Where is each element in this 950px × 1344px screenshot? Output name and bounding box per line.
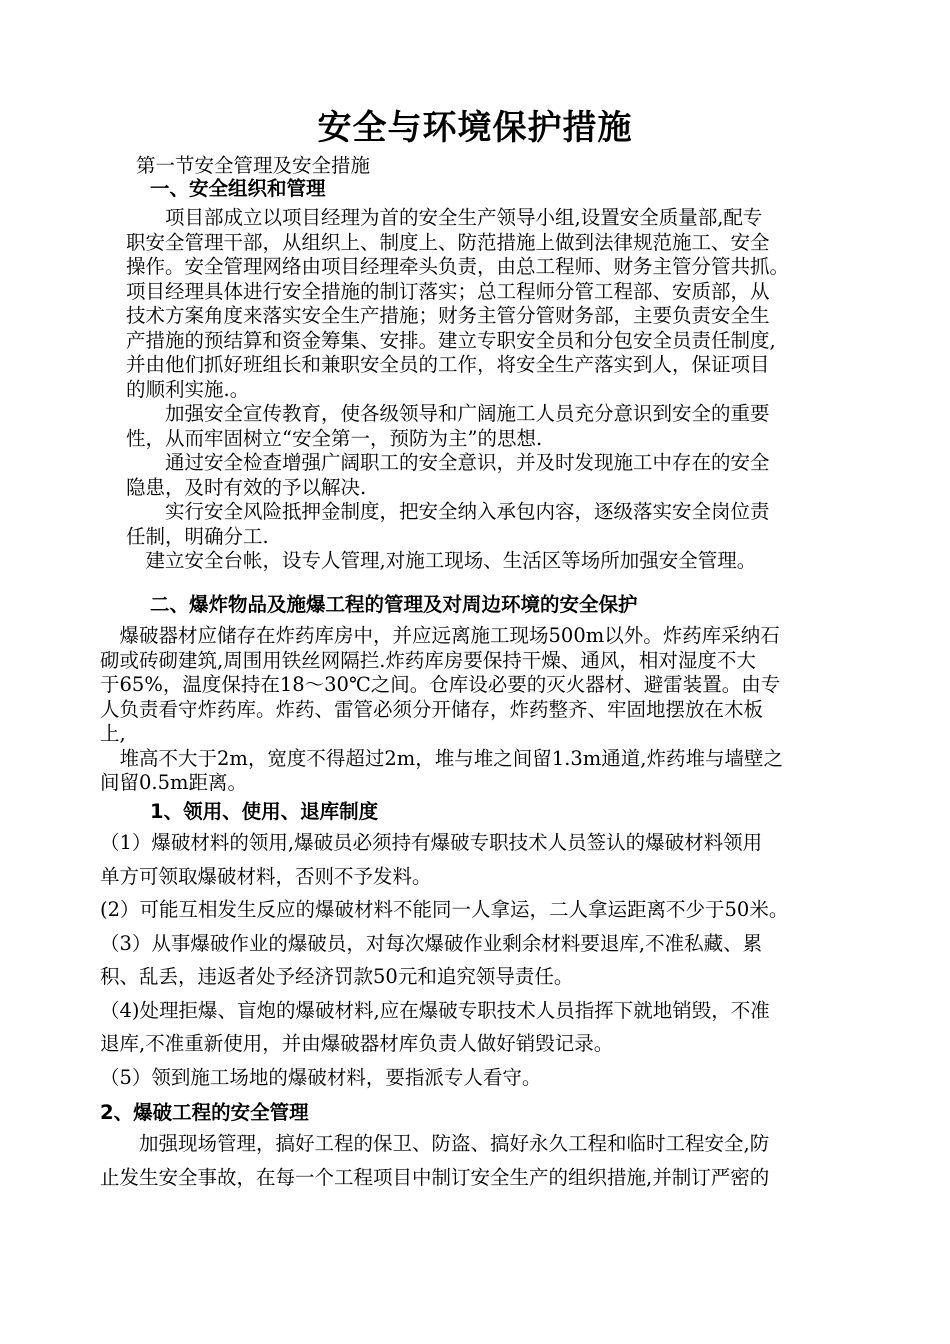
paragraph-explosives-storage (100, 624, 783, 796)
section-title: 第一节安全管理及安全措施 (136, 154, 371, 177)
heading-explosives-management: 二、爆炸物品及施爆工程的管理及对周边环境的安全保护 (150, 593, 638, 616)
heading-safety-organization: 一、安全组织和管理 (150, 177, 326, 200)
text-line: 上, (100, 722, 126, 745)
text-line: 项目部成立以项目经理为首的安全生产领导小组,设置安全质量部,配专 (126, 206, 763, 229)
text-line: 的顺利实施.。 (126, 377, 250, 401)
text-line: 砌或砖砌建筑,周围用铁丝网隔拦.炸药库房要保持干燥、通风，相对湿度不大 (100, 648, 756, 672)
text-line: 加强安全宣传教育，使各级领导和广阔施工人员充分意识到安全的重要 (126, 402, 770, 425)
document-title: 安全与环境保护措施 (317, 108, 633, 148)
text-line: 建立安全台帐，设专人管理,对施工现场、生活区等场所加强安全管理。 (126, 549, 757, 572)
text-line: 间留0.5m距离。 (100, 771, 248, 794)
heading-use-return-system: 1、领用、使用、退库制度 (150, 800, 379, 823)
paragraph-blasting-safety (100, 1127, 769, 1194)
text-line: 并由他们抓好班组长和兼职安全员的工作，将安全生产落实到人，保证项目 (126, 353, 770, 376)
text-line: 积、乱丢，违返者处予经济罚款50元和追究领导责任。 (100, 965, 574, 988)
text-line: （1）爆破材料的领用,爆破员必须持有爆破专职技术人员签认的爆破材料领用 (100, 831, 763, 854)
text-line: （5）领到施工场地的爆破材料，要指派专人看守。 (100, 1065, 542, 1089)
text-line: 操作。安全管理网络由项目经理牵头负责，由总工程师、财务主管分管共抓。 (126, 255, 790, 278)
text-line: 实行安全风险抵押金制度，把安全纳入承包内容，逐级落实安全岗位责 (126, 500, 770, 523)
text-line: （3）从事爆破作业的爆破员，对每次爆破作业剩余材料要退库,不准私藏、累 (100, 931, 763, 955)
list-use-return-rules (100, 826, 788, 1094)
text-line: （4)处理拒爆、盲炮的爆破材料,应在爆破专职技术人员指挥下就地销毁，不准 (100, 998, 770, 1022)
text-line: 于65%，温度保持在18～30℃之间。仓库设必要的灭火器材、避雷装置。由专 (100, 673, 781, 696)
text-line: 加强现场管理，搞好工程的保卫、防盗、搞好永久工程和临时工程安全,防 (100, 1132, 770, 1155)
text-line: 通过安全检查增强广阔职工的安全意识，并及时发现施工中存在的安全 (126, 451, 770, 474)
text-line: 产措施的预结算和资金筹集、安排。建立专职安全员和分包安全员责任制度, (126, 328, 776, 352)
text-line: 项目经理具体进行安全措施的制订落实；总工程师分管工程部、安质部，从 (126, 279, 770, 303)
paragraph-safety-organization (126, 206, 789, 574)
text-line: 止发生安全事故，在每一个工程项目中制订安全生产的组织措施,并制订严密的 (100, 1165, 770, 1189)
text-line: 人负责看守炸药库。炸药、雷管必须分开储存，炸药整齐、牢固地摆放在木板 (100, 697, 764, 721)
text-line: 隐患，及时有效的予以解决. (126, 475, 367, 499)
text-line: 堆高不大于2m，宽度不得超过2m，堆与堆之间留1.3m通道,炸药堆与墙壁之 (100, 746, 783, 770)
text-line: 技术方案角度来落实安全生产措施；财务主管分管财务部，主要负责安全生 (126, 304, 770, 327)
text-line: 任制，明确分工. (126, 524, 269, 548)
text-line: 职安全管理干部，从组织上、制度上、防范措施上做到法律规范施工、安全 (126, 230, 770, 254)
text-line: 爆破器材应储存在炸药库房中，并应远离施工现场500m以外。炸药库采纳石 (100, 624, 780, 647)
text-line: 退库,不准重新使用，并由爆破器材库负责人做好销毁记录。 (100, 1032, 614, 1055)
text-line: (2）可能互相发生反应的爆破材料不能同一人拿运，二人拿运距离不少于50米。 (100, 898, 789, 921)
text-line: 性，从而牢固树立“安全第一，预防为主”的思想. (126, 426, 543, 450)
text-line: 单方可领取爆破材料，否则不予发料。 (100, 864, 432, 888)
heading-blasting-safety: 2、爆破工程的安全管理 (100, 1101, 309, 1124)
